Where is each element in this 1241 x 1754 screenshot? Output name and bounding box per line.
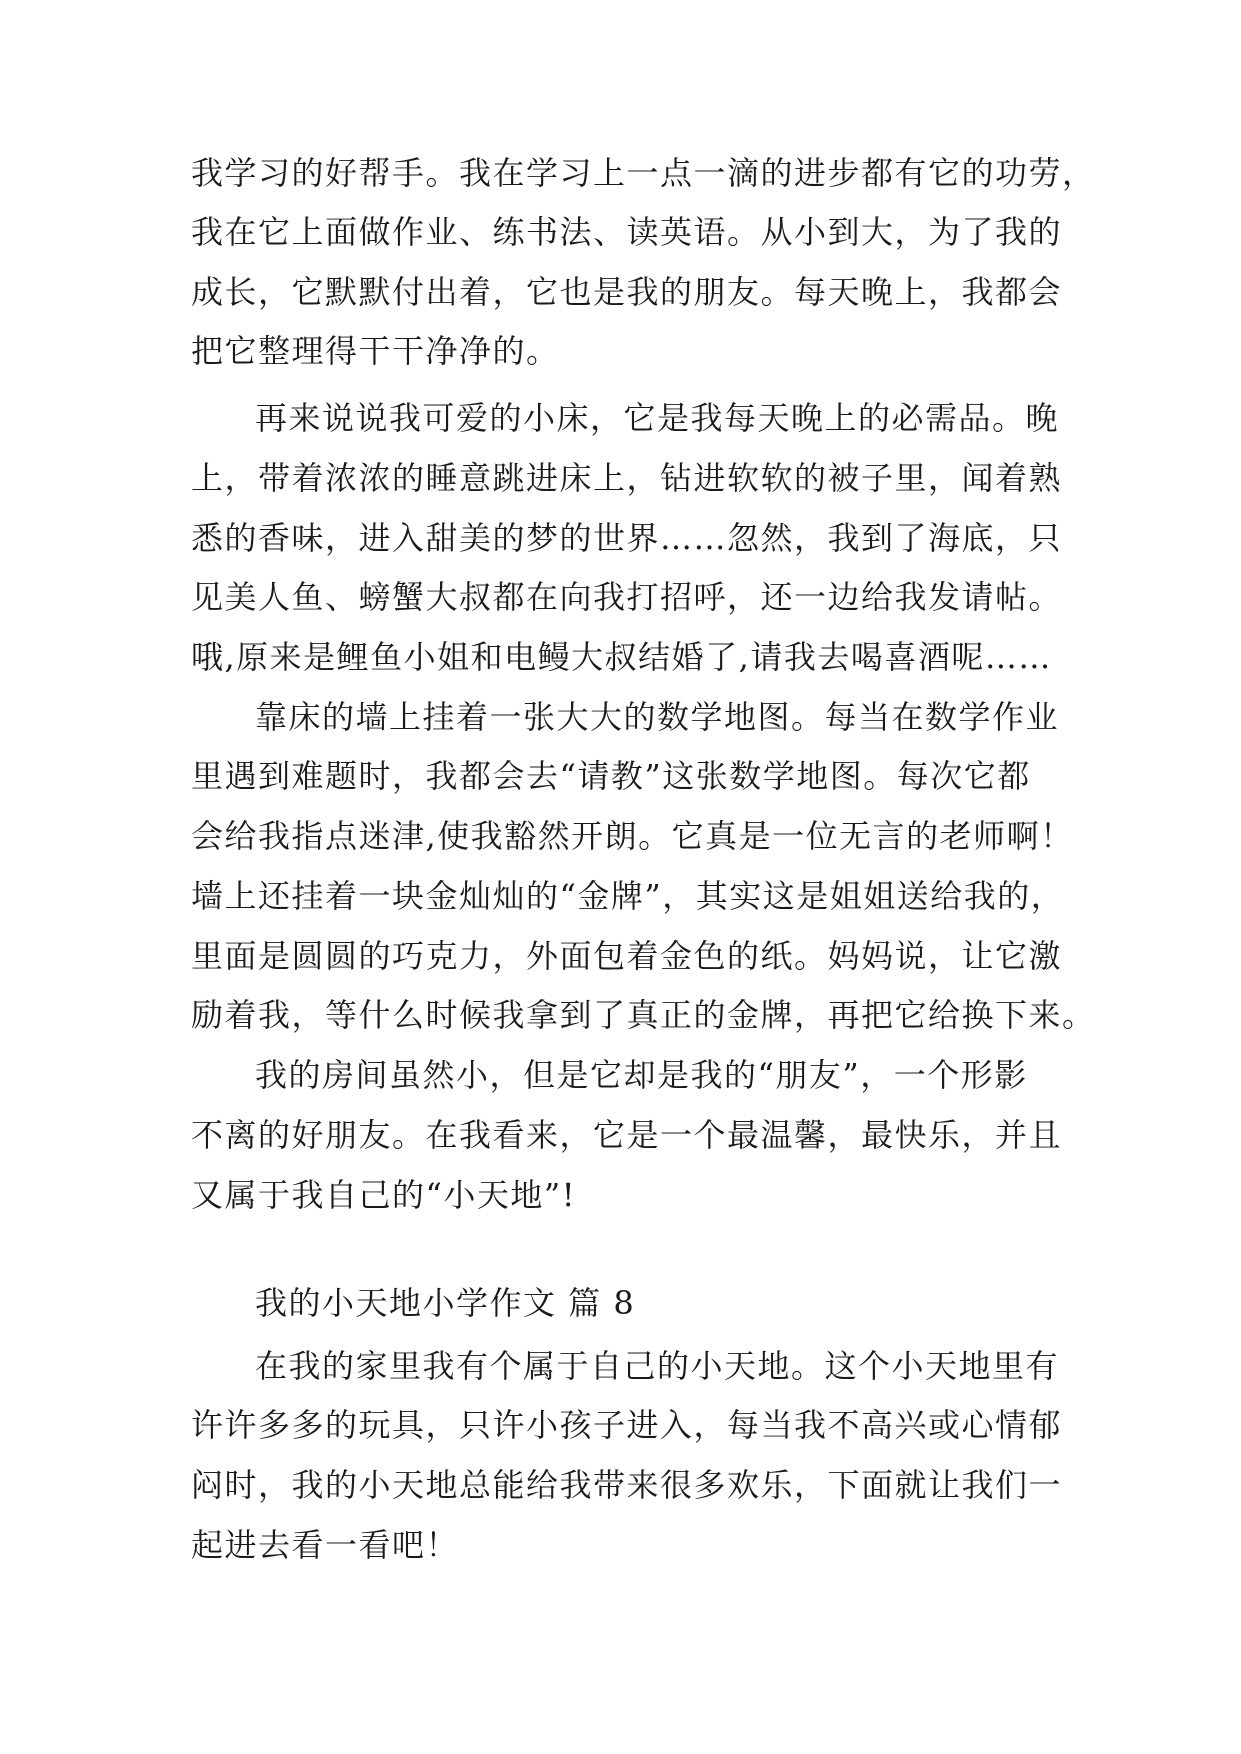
paragraph-line: 许许多多的玩具，只许小孩子进入，每当我不高兴或心情郁 <box>191 1406 1063 1444</box>
paragraph-line: 成长，它默默付出着，它也是我的朋友。每天晚上，我都会 <box>191 273 1063 311</box>
paragraph-line: 会给我指点迷津,使我豁然开朗。它真是一位无言的老师啊！ <box>191 817 1074 855</box>
paragraph-line: 我学习的好帮手。我在学习上一点一滴的进步都有它的功劳， <box>191 154 1096 192</box>
paragraph-line: 悉的香味，进入甜美的梦的世界……忽然，我到了海底，只 <box>191 519 1063 557</box>
paragraph-line: 励着我，等什么时候我拿到了真正的金牌，再把它给换下来。 <box>191 996 1096 1034</box>
paragraph-line: 起进去看一看吧！ <box>191 1526 460 1564</box>
section-heading: 我的小天地小学作文 篇 8 <box>255 1284 636 1322</box>
paragraph-line: 靠床的墙上挂着一张大大的数学地图。每当在数学作业 <box>255 698 1060 736</box>
paragraph-line: 闷时，我的小天地总能给我带来很多欢乐，下面就让我们一 <box>191 1466 1063 1504</box>
paragraph-line: 把它整理得干干净净的。 <box>191 332 560 370</box>
paragraph-line: 里遇到难题时，我都会去“请教”这张数学地图。每次它都 <box>191 757 1031 795</box>
paragraph-line: 见美人鱼、螃蟹大叔都在向我打招呼，还一边给我发请帖。 <box>191 578 1063 616</box>
paragraph-line: 里面是圆圆的巧克力，外面包着金色的纸。妈妈说，让它激 <box>191 937 1063 975</box>
paragraph-line: 我在它上面做作业、练书法、读英语。从小到大，为了我的 <box>191 213 1063 251</box>
paragraph-line: 在我的家里我有个属于自己的小天地。这个小天地里有 <box>255 1347 1060 1385</box>
paragraph-line: 再来说说我可爱的小床，它是我每天晚上的必需品。晚 <box>255 399 1060 437</box>
paragraph-line: 上，带着浓浓的睡意跳进床上，钻进软软的被子里，闻着熟 <box>191 459 1063 497</box>
paragraph-line: 墙上还挂着一块金灿灿的“金牌”，其实这是姐姐送给我的， <box>191 877 1065 915</box>
paragraph-line: 不离的好朋友。在我看来，它是一个最温馨，最快乐，并且 <box>191 1116 1063 1154</box>
paragraph-line: 又属于我自己的“小天地”! <box>191 1176 577 1214</box>
paragraph-line: 哦,原来是鲤鱼小姐和电鳗大叔结婚了,请我去喝喜酒呢…… <box>191 638 1052 676</box>
paragraph-line: 我的房间虽然小，但是它却是我的“朋友”，一个形影 <box>255 1056 1028 1094</box>
